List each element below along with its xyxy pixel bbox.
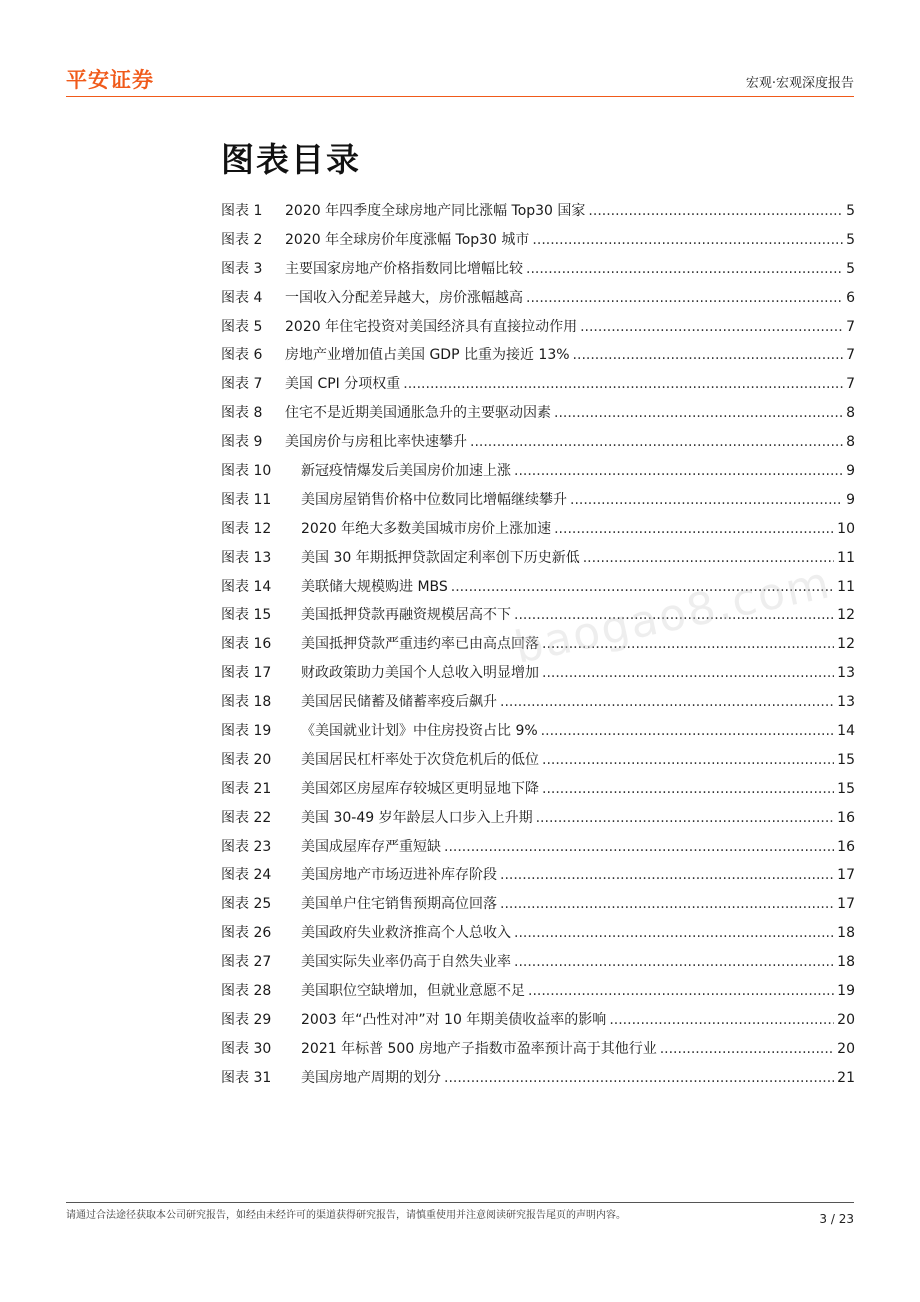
toc-entry-title: 美联储大规模购进 MBS xyxy=(301,578,448,595)
company-logo: 平安证券 xyxy=(66,68,154,92)
toc-dot-leader xyxy=(444,1070,834,1086)
toc-entry-label: 图表 18 xyxy=(221,694,272,711)
toc-entry-title: 美国房地产市场迈进补库存阶段 xyxy=(301,867,497,884)
toc-entry-label: 图表 16 xyxy=(221,636,272,653)
toc-entry-page: 7 xyxy=(846,347,855,364)
toc-entry-label: 图表 5 xyxy=(221,318,263,335)
toc-entry-title: 美国 CPI 分项权重 xyxy=(285,376,401,393)
toc-entry-page: 7 xyxy=(846,318,855,335)
toc-entry-title: 房地产业增加值占美国 GDP 比重为接近 13% xyxy=(285,347,570,364)
toc-dot-leader xyxy=(609,1012,834,1028)
toc-entry-page: 18 xyxy=(837,925,855,942)
toc-dot-leader xyxy=(500,694,834,710)
toc-entry-label: 图表 25 xyxy=(221,896,272,913)
toc-entry[interactable] xyxy=(221,864,855,893)
toc-dot-leader xyxy=(580,319,843,335)
toc-entry-label: 图表 22 xyxy=(221,809,272,826)
toc-entry-page: 10 xyxy=(837,520,855,537)
toc-entry-label: 图表 23 xyxy=(221,838,272,855)
toc-entry-title: 美国房地产周期的划分 xyxy=(301,1069,441,1086)
toc-entry-page: 19 xyxy=(837,983,855,1000)
toc-entry-title: 美国房价与房租比率快速攀升 xyxy=(285,434,467,451)
toc-entry[interactable] xyxy=(221,373,855,402)
toc-entry-page: 5 xyxy=(846,260,855,277)
toc-entry-title: 2003 年“凸性对冲”对 10 年期美债收益率的影响 xyxy=(301,1011,607,1028)
toc-entry[interactable] xyxy=(221,258,855,287)
toc-entry[interactable] xyxy=(221,951,855,980)
toc-entry-label: 图表 24 xyxy=(221,867,272,884)
toc-entry-label: 图表 28 xyxy=(221,983,272,1000)
page-number: 3 / 23 xyxy=(819,1212,854,1226)
toc-entry-page: 12 xyxy=(837,607,855,624)
toc-entry-title: 财政政策助力美国个人总收入明显增加 xyxy=(301,665,539,682)
toc-entry-label: 图表 27 xyxy=(221,954,272,971)
toc-entry-title: 美国居民杠杆率处于次贷危机后的低位 xyxy=(301,751,539,768)
toc-entry-title: 美国成屋库存严重短缺 xyxy=(301,838,441,855)
toc-entry-title: 新冠疫情爆发后美国房价加速上涨 xyxy=(301,463,511,480)
toc-dot-leader xyxy=(500,867,834,883)
toc-entry-title: 美国郊区房屋库存较城区更明显地下降 xyxy=(301,780,539,797)
toc-entry-page: 11 xyxy=(837,549,855,566)
toc-entry-page: 8 xyxy=(846,434,855,451)
toc-entry[interactable] xyxy=(221,402,855,431)
toc-entry-page: 21 xyxy=(837,1069,855,1086)
toc-entry-title: 一国收入分配差异越大，房价涨幅越高 xyxy=(285,289,523,306)
toc-entry-label: 图表 26 xyxy=(221,925,272,942)
toc-dot-leader xyxy=(403,376,843,392)
toc-dot-leader xyxy=(554,521,834,537)
toc-entry-page: 14 xyxy=(837,723,855,740)
toc-dot-leader xyxy=(444,839,834,855)
toc-entry[interactable] xyxy=(221,720,855,749)
toc-entry-label: 图表 11 xyxy=(221,491,272,508)
toc-entry-title: 2020 年全球房价年度涨幅 Top30 城市 xyxy=(285,231,530,248)
toc-entry[interactable] xyxy=(221,807,855,836)
toc-entry[interactable] xyxy=(221,749,855,778)
toc-entry[interactable] xyxy=(221,922,855,951)
toc-dot-leader xyxy=(514,463,843,479)
toc-entry-label: 图表 1 xyxy=(221,203,263,219)
toc-dot-leader xyxy=(541,723,835,739)
toc-dot-leader xyxy=(526,261,843,277)
toc-entry[interactable] xyxy=(221,1038,855,1067)
toc-entry-title: 2020 年四季度全球房地产同比涨幅 Top30 国家 xyxy=(285,203,586,219)
toc-dot-leader xyxy=(514,925,834,941)
toc-entry-label: 图表 6 xyxy=(221,347,263,364)
toc-entry-title: 美国抵押贷款严重违约率已由高点回落 xyxy=(301,636,539,653)
toc-entry-label: 图表 19 xyxy=(221,723,272,740)
toc-entry-label: 图表 30 xyxy=(221,1040,272,1057)
toc-entry-title: 美国 30 年期抵押贷款固定利率创下历史新低 xyxy=(301,549,580,566)
toc-dot-leader xyxy=(542,665,834,681)
toc-entry-page: 13 xyxy=(837,665,855,682)
page-title: 图表目录 xyxy=(221,140,361,179)
toc-dot-leader xyxy=(570,492,843,508)
toc-entry[interactable] xyxy=(221,316,855,345)
toc-entry[interactable] xyxy=(221,1067,855,1096)
toc-entry-label: 图表 17 xyxy=(221,665,272,682)
toc-entry-label: 图表 10 xyxy=(221,463,272,480)
toc-entry-page: 17 xyxy=(837,896,855,913)
toc-entry-title: 美国抵押贷款再融资规模居高不下 xyxy=(301,607,511,624)
toc-entry-label: 图表 12 xyxy=(221,520,272,537)
toc-entry-title: 2021 年标普 500 房地产子指数市盈率预计高于其他行业 xyxy=(301,1040,657,1057)
toc-entry-label: 图表 8 xyxy=(221,405,263,422)
toc-dot-leader xyxy=(573,347,844,363)
toc-entry-title: 住宅不是近期美国通胀急升的主要驱动因素 xyxy=(285,405,551,422)
toc-entry[interactable] xyxy=(221,893,855,922)
toc-entry-title: 《美国就业计划》中住房投资占比 9% xyxy=(301,723,538,740)
toc-entry-label: 图表 15 xyxy=(221,607,272,624)
report-section: 宏观·宏观深度报告 xyxy=(745,76,854,91)
toc-entry[interactable] xyxy=(221,489,855,518)
toc-entry-label: 图表 21 xyxy=(221,780,272,797)
toc-entry-page: 9 xyxy=(846,463,855,480)
toc-entry[interactable] xyxy=(221,200,855,229)
toc-dot-leader xyxy=(554,405,843,421)
toc-entry-page: 5 xyxy=(846,203,855,219)
toc-entry-title: 美国 30-49 岁年龄层人口步入上升期 xyxy=(301,809,533,826)
header-divider xyxy=(66,96,854,97)
toc-entry-page: 11 xyxy=(837,578,855,595)
toc-entry[interactable] xyxy=(221,836,855,865)
toc-entry-label: 图表 3 xyxy=(221,260,263,277)
toc-dot-leader xyxy=(542,752,834,768)
toc-entry-title: 美国房屋销售价格中位数同比增幅继续攀升 xyxy=(301,491,567,508)
toc-dot-leader xyxy=(588,203,843,219)
toc-entry-page: 18 xyxy=(837,954,855,971)
toc-entry-label: 图表 13 xyxy=(221,549,272,566)
toc-entry-page: 5 xyxy=(846,231,855,248)
toc-entry-label: 图表 7 xyxy=(221,376,263,393)
toc-entry-title: 主要国家房地产价格指数同比增幅比较 xyxy=(285,260,523,277)
toc-entry-label: 图表 31 xyxy=(221,1069,272,1086)
toc-dot-leader xyxy=(514,954,834,970)
toc-entry-page: 6 xyxy=(846,289,855,306)
toc-entry[interactable] xyxy=(221,431,855,460)
toc-entry-title: 美国职位空缺增加，但就业意愿不足 xyxy=(301,983,525,1000)
toc-entry-title: 2020 年住宅投资对美国经济具有直接拉动作用 xyxy=(285,318,578,335)
toc-entry-label: 图表 4 xyxy=(221,289,263,306)
toc-entry[interactable] xyxy=(221,691,855,720)
watermark: baogao8.com xyxy=(510,557,836,674)
toc-entry[interactable] xyxy=(221,980,855,1009)
toc-entry-title: 2020 年绝大多数美国城市房价上涨加速 xyxy=(301,520,552,537)
toc-entry[interactable] xyxy=(221,460,855,489)
toc-entry-title: 美国居民储蓄及储蓄率疫后飙升 xyxy=(301,694,497,711)
toc-entry-page: 8 xyxy=(846,405,855,422)
toc-dot-leader xyxy=(528,983,834,999)
toc-entry[interactable] xyxy=(221,229,855,258)
toc-entry-page: 17 xyxy=(837,867,855,884)
toc-entry-page: 16 xyxy=(837,838,855,855)
toc-entry-page: 7 xyxy=(846,376,855,393)
toc-entry-page: 13 xyxy=(837,694,855,711)
toc-entry-label: 图表 20 xyxy=(221,751,272,768)
toc-dot-leader xyxy=(526,290,843,306)
toc-entry-page: 15 xyxy=(837,780,855,797)
toc-dot-leader xyxy=(542,781,834,797)
toc-entry[interactable] xyxy=(221,344,855,373)
toc-entry-label: 图表 14 xyxy=(221,578,272,595)
toc-dot-leader xyxy=(536,810,835,826)
toc-entry-page: 16 xyxy=(837,809,855,826)
toc-entry-title: 美国单户住宅销售预期高位回落 xyxy=(301,896,497,913)
toc-entry-page: 12 xyxy=(837,636,855,653)
toc-entry-label: 图表 2 xyxy=(221,231,263,248)
toc-dot-leader xyxy=(660,1041,834,1057)
toc-entry-page: 20 xyxy=(837,1040,855,1057)
toc-entry[interactable] xyxy=(221,1009,855,1038)
footer-divider xyxy=(66,1202,854,1203)
toc-dot-leader xyxy=(470,434,843,450)
toc-entry[interactable] xyxy=(221,778,855,807)
toc-entry-page: 20 xyxy=(837,1011,855,1028)
toc-entry[interactable] xyxy=(221,518,855,547)
toc-entry-label: 图表 29 xyxy=(221,1011,272,1028)
toc-dot-leader xyxy=(532,232,843,248)
toc-entry-page: 15 xyxy=(837,751,855,768)
toc-entry-label: 图表 9 xyxy=(221,434,263,451)
toc-entry-title: 美国政府失业救济推高个人总收入 xyxy=(301,925,511,942)
toc-entry[interactable] xyxy=(221,287,855,316)
toc-entry-title: 美国实际失业率仍高于自然失业率 xyxy=(301,954,511,971)
toc-dot-leader xyxy=(500,896,834,912)
footer-disclaimer: 请通过合法途径获取本公司研究报告，如经由未经许可的渠道获得研究报告，请慎重使用并注意阅读研究报告尾页的声明内容。 xyxy=(66,1210,626,1221)
toc-entry-page: 9 xyxy=(846,491,855,508)
